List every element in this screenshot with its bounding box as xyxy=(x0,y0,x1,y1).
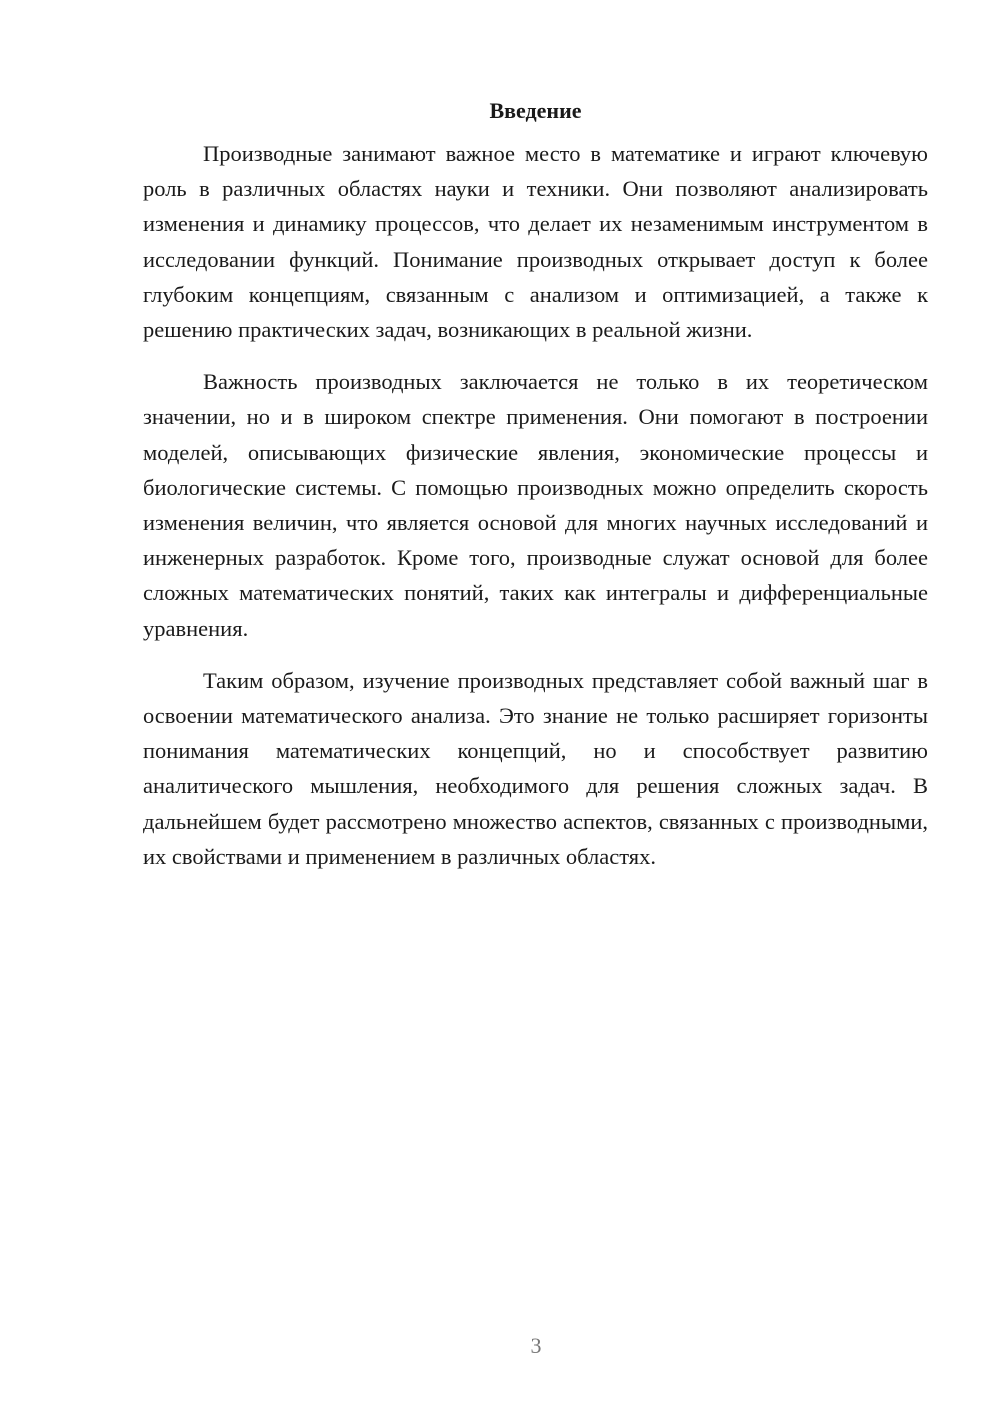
paragraph-2: Важность производных заключается не только в их теоретическом значении, но и в широком спектре применения. Они помогают в построении моделей, описывающих физические явления, экономические процессы и биологические системы. С помощью производных можно определить скорость изменения величин, что является основой для многих научных исследований и инженерных разработок. Кроме того, производные служат основой для более сложных математических понятий, таких как интегралы и дифференциальные уравнения. xyxy=(143,369,928,641)
paragraph-3: Таким образом, изучение производных представляет собой важный шаг в освоении математического анализа. Это знание не только расширяет горизонты понимания математических концепций, но и способствует развитию аналитического мышления, необходимого для решения сложных задач. В дальнейшем будет рассмотрено множество аспектов, связанных с производными, их свойствами и применением в различных областях. xyxy=(143,667,928,869)
page-content xyxy=(143,96,928,891)
page-number: 3 xyxy=(530,1333,542,1358)
section-heading: Введение xyxy=(489,98,582,123)
paragraph-1: Производные занимают важное место в математике и играют ключевую роль в различных областях науки и техники. Они позволяют анализировать изменения и динамику процессов, что делает их незаменимым инструментом в исследовании функций. Понимание производных открывает доступ к более глубоким концепциям, связанным с анализом и оптимизацией, а также к решению практических задач, возникающих в реальной жизни. xyxy=(143,141,928,343)
